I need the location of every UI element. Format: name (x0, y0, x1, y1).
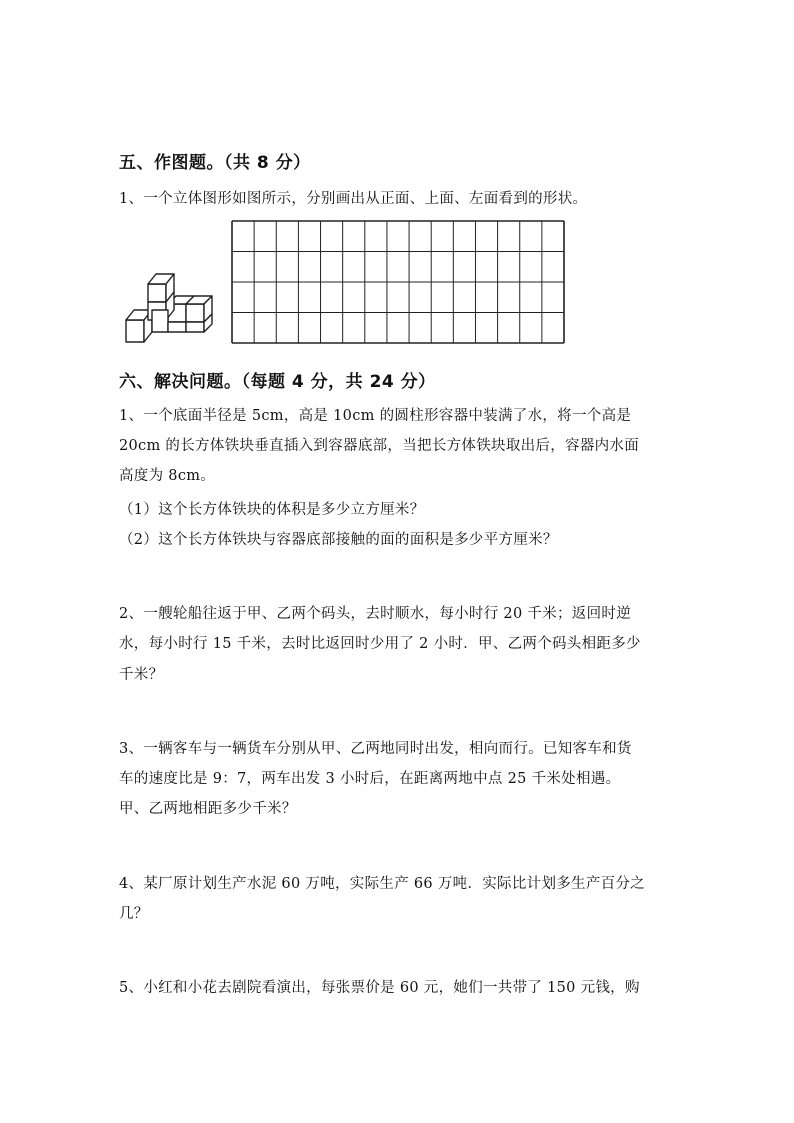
problem-line: 2、一艘轮船往返于甲、乙两个码头，去时顺水，每小时行 20 千米；返回时逆 (119, 606, 631, 622)
problem-line: 几？ (119, 906, 149, 922)
sub-question-2: （2）这个长方体铁块与容器底部接触的面的面积是多少平方厘米？ (119, 532, 558, 548)
problem-line: 高度为 8cm。 (119, 468, 216, 484)
problem-line: 20cm 的长方体铁块垂直插入到容器底部，当把长方体铁块取出后，容器内水面 (119, 438, 640, 454)
problem-line: 甲、乙两地相距多少千米？ (119, 801, 297, 817)
problem-line: 1、一个底面半径是 5cm，高是 10cm 的圆柱形容器中装满了水，将一个高是 (119, 408, 632, 424)
problem-line: 千米？ (119, 667, 164, 683)
section6-heading: 六、解决问题。（每题 4 分，共 24 分） (119, 372, 436, 392)
problem-line: 5、小红和小花去剧院看演出，每张票价是 60 元，她们一共带了 150 元钱，购 (119, 980, 640, 996)
problem-line: 水，每小时行 15 千米，去时比返回时少用了 2 小时．甲、乙两个码头相距多少 (119, 636, 641, 652)
sub-question-1: （1）这个长方体铁块的体积是多少立方厘米？ (119, 502, 425, 518)
problem-line: 车的速度比是 9：7，两车出发 3 小时后，在距离两地中点 25 千米处相遇。 (119, 771, 621, 787)
section5-heading: 五、作图题。（共 8 分） (119, 153, 311, 173)
drawing-grid (231, 220, 566, 345)
problem-line: 4、某厂原计划生产水泥 60 万吨，实际生产 66 万吨．实际比计划多生产百分之 (119, 876, 646, 892)
section5-question-1: 1、一个立体图形如图所示，分别画出从正面、上面、左面看到的形状。 (119, 191, 588, 207)
cube-figure (118, 262, 218, 348)
problem-line: 3、一辆客车与一辆货车分别从甲、乙两地同时出发，相向而行。已知客车和货 (119, 741, 632, 757)
